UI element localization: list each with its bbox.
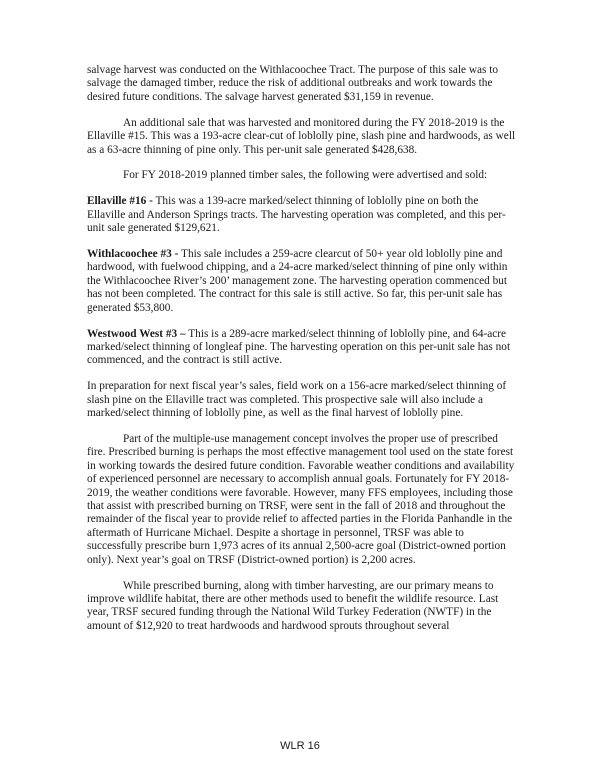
paragraph-ellaville-15: [87, 117, 517, 157]
paragraph-text: salvage harvest was conducted on the Withlacoochee Tract. The purpose of this sale was to salvage the damaged timber, reduce the risk of additional outbreaks and work towards the desired future conditions. The salvage harvest generated $31,159 in revenue.: [87, 64, 499, 103]
paragraph-withlacoochee-3: [87, 248, 517, 315]
paragraph-ellaville-16: [87, 195, 517, 235]
paragraph-text: In preparation for next fiscal year’s sales, field work on a 156-acre marked/select thinning of slash pine on the Ellaville tract was completed. This prospective sale will also include a marked/select thinning of loblolly pine, as well as the final harvest of loblolly pine.: [87, 380, 507, 420]
paragraph-text: Part of the multiple-use management concept involves the proper use of prescribed fire. Prescribed burning is perhaps the most effective management tool used on the state forest in working towards the desired future condition. Favorable weather conditions and availability of experienced personnel are necessary to accomplish annual goals. Fortunately for FY 2018-2019, the weather conditions were favorable. However, many FFS employees, including those that assist with prescribed burning on TRSF, were sent in the fall of 2018 and throughout the remainder of the fiscal year to provide relief to affected parties in the Florida Panhandle in the aftermath of Hurricane Michael. Despite a shortage in personnel, TRSF was able to successfully prescribe burn 1,973 acres of its annual 2,500-acre goal (District-owned portion only). Next year’s goal on TRSF (District-owned portion) is 2,200 acres.: [87, 433, 515, 566]
paragraph-text: This sale includes a 259-acre clearcut of 50+ year old loblolly pine and hardwood, with fuelwood chipping, and a 24-acre marked/select thinning of pine only within the Withlacoochee River’s 200’ management zone. The harvesting operation commenced but has not been completed. The contract for this sale is still active. So far, this per-unit sale has generated $53,800.: [87, 248, 508, 314]
paragraph-prescribed-fire: [87, 433, 517, 567]
paragraph-salvage-harvest: [87, 64, 517, 104]
paragraph-westwood-west-3: [87, 328, 517, 368]
paragraph-wildlife-habitat: [87, 580, 517, 634]
paragraph-next-year-preparation: [87, 380, 517, 420]
sale-heading: Ellaville #16 -: [87, 195, 153, 208]
paragraph-planned-sales-intro: [87, 169, 517, 182]
paragraph-text: This was a 139-acre marked/select thinning of loblolly pine on both the Ellaville and Anderson Springs tracts. The harvesting operation was completed, and this per-unit sale generated $129,621.: [87, 195, 506, 235]
page-footer: WLR 16: [280, 740, 320, 752]
sale-heading: Withlacoochee #3 -: [87, 248, 179, 261]
paragraph-text: This is a 289-acre marked/select thinning of loblolly pine, and 64-acre marked/select thinning of longleaf pine. The harvesting operation on this per-unit sale has not commenced, and the contract is still active.: [87, 327, 511, 367]
paragraph-text: For FY 2018-2019 planned timber sales, the following were advertised and sold:: [123, 169, 488, 182]
sale-heading: Westwood West #3 –: [87, 327, 186, 340]
paragraph-text: An additional sale that was harvested and monitored during the FY 2018-2019 is the Ellaville #15. This was a 193-acre clear-cut of loblolly pine, slash pine and hardwoods, as well as a 63-acre thinning of pine only. This per-unit sale generated $428,638.: [87, 116, 516, 156]
paragraph-text: While prescribed burning, along with timber harvesting, are our primary means to improve wildlife habitat, there are other methods used to benefit the wildlife resource. Last year, TRSF secured funding through the National Wild Turkey Federation (NWTF) in the amount of $12,920 to treat hardwoods and hardwood sprouts throughout several: [87, 579, 499, 632]
document-page: [87, 64, 517, 646]
